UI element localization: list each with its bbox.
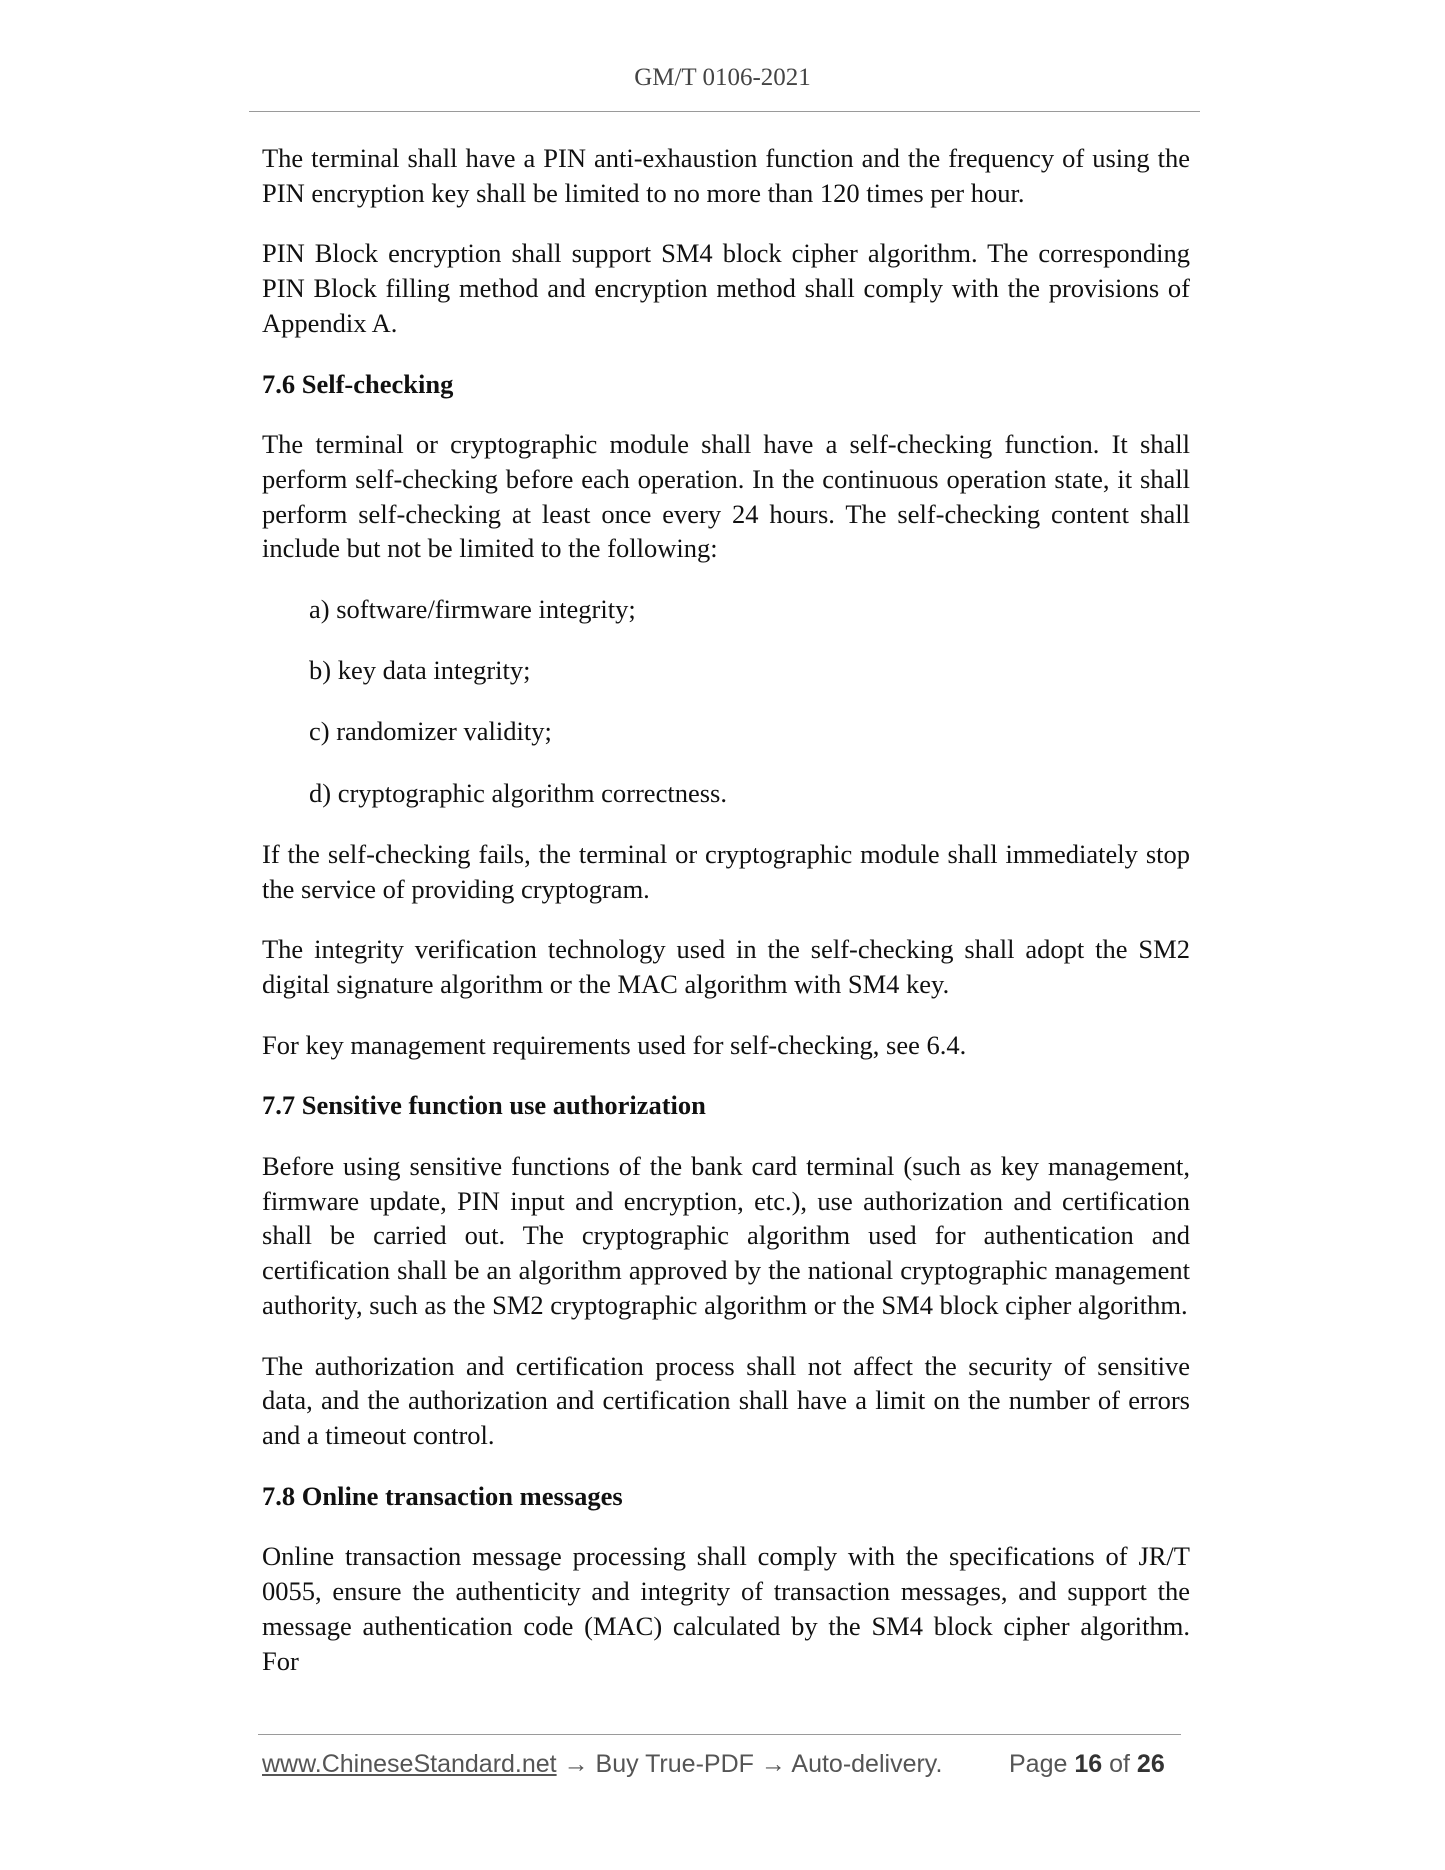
section-heading-7-6: 7.6 Self-checking	[262, 368, 454, 399]
list-item-d: d) cryptographic algorithm correctness.	[309, 777, 727, 808]
page-current-number: 16	[1074, 1750, 1103, 1778]
page-of-label: of	[1109, 1750, 1130, 1778]
paragraph-integrity-verification: The integrity verification technology used in the self-checking shall adopt the SM2 digital signature algorithm or the MAC algorithm with SM4 key.	[262, 934, 1190, 999]
paragraph-pin-block-encryption: PIN Block encryption shall support SM4 block cipher algorithm. The corresponding PIN Block filling method and encryption method shall comply with the provisions of Appendix A.	[262, 238, 1190, 338]
document-body	[262, 141, 1190, 1704]
paragraph-pin-anti-exhaustion: The terminal shall have a PIN anti-exhaustion function and the frequency of using the PIN encryption key shall be limited to no more than 120 times per hour.	[262, 143, 1190, 208]
page-indicator	[1009, 1750, 1165, 1779]
list-item-b: b) key data integrity;	[309, 655, 531, 686]
footer-divider	[258, 1734, 1181, 1735]
list-item-c: c) randomizer validity;	[309, 716, 552, 747]
page-label: Page	[1009, 1750, 1068, 1778]
section-heading-7-8: 7.8 Online transaction messages	[262, 1480, 623, 1511]
section-heading-7-7: 7.7 Sensitive function use authorization	[262, 1090, 706, 1121]
paragraph-online-transaction: Online transaction message processing shall comply with the specifications of JR/T 0055, ensure the authenticity and integrity of transaction messages, and support the message authentication code (MAC) calculated by the SM4 block cipher algorithm. For	[262, 1541, 1190, 1676]
footer-promo	[262, 1750, 942, 1779]
footer-promo-text: → Buy True-PDF → Auto-delivery.	[556, 1750, 943, 1778]
paragraph-key-management-reference: For key management requirements used for self-checking, see 6.4.	[262, 1029, 967, 1060]
paragraph-sensitive-functions: Before using sensitive functions of the bank card terminal (such as key management, firmware update, PIN input and encryption, etc.), use authorization and certification shall be carried out. The cryptographic algorithm used for authentication and certification shall be an algorithm approved by the national cryptographic management authority, such as the SM2 cryptographic algorithm or the SM4 block cipher algorithm.	[262, 1151, 1190, 1320]
page-total-number: 26	[1136, 1750, 1165, 1778]
paragraph-self-checking-fails: If the self-checking fails, the terminal or cryptographic module shall immediately stop the service of providing cryptogram.	[262, 838, 1190, 904]
website-link[interactable]: www.ChineseStandard.net	[262, 1750, 557, 1778]
paragraph-self-checking-function: The terminal or cryptographic module shall have a self-checking function. It shall perform self-checking before each operation. In the continuous operation state, it shall perform self-checking at least once every 24 hours. The self-checking content shall include but not be limited to the following:	[262, 429, 1190, 564]
header-divider	[249, 111, 1200, 112]
list-item-a: a) software/firmware integrity;	[309, 594, 636, 625]
document-header-code: GM/T 0106-2021	[634, 64, 811, 91]
paragraph-authorization-process: The authorization and certification process shall not affect the security of sensitive data, and the authorization and certification shall have a limit on the number of errors and a timeout control.	[262, 1350, 1190, 1450]
